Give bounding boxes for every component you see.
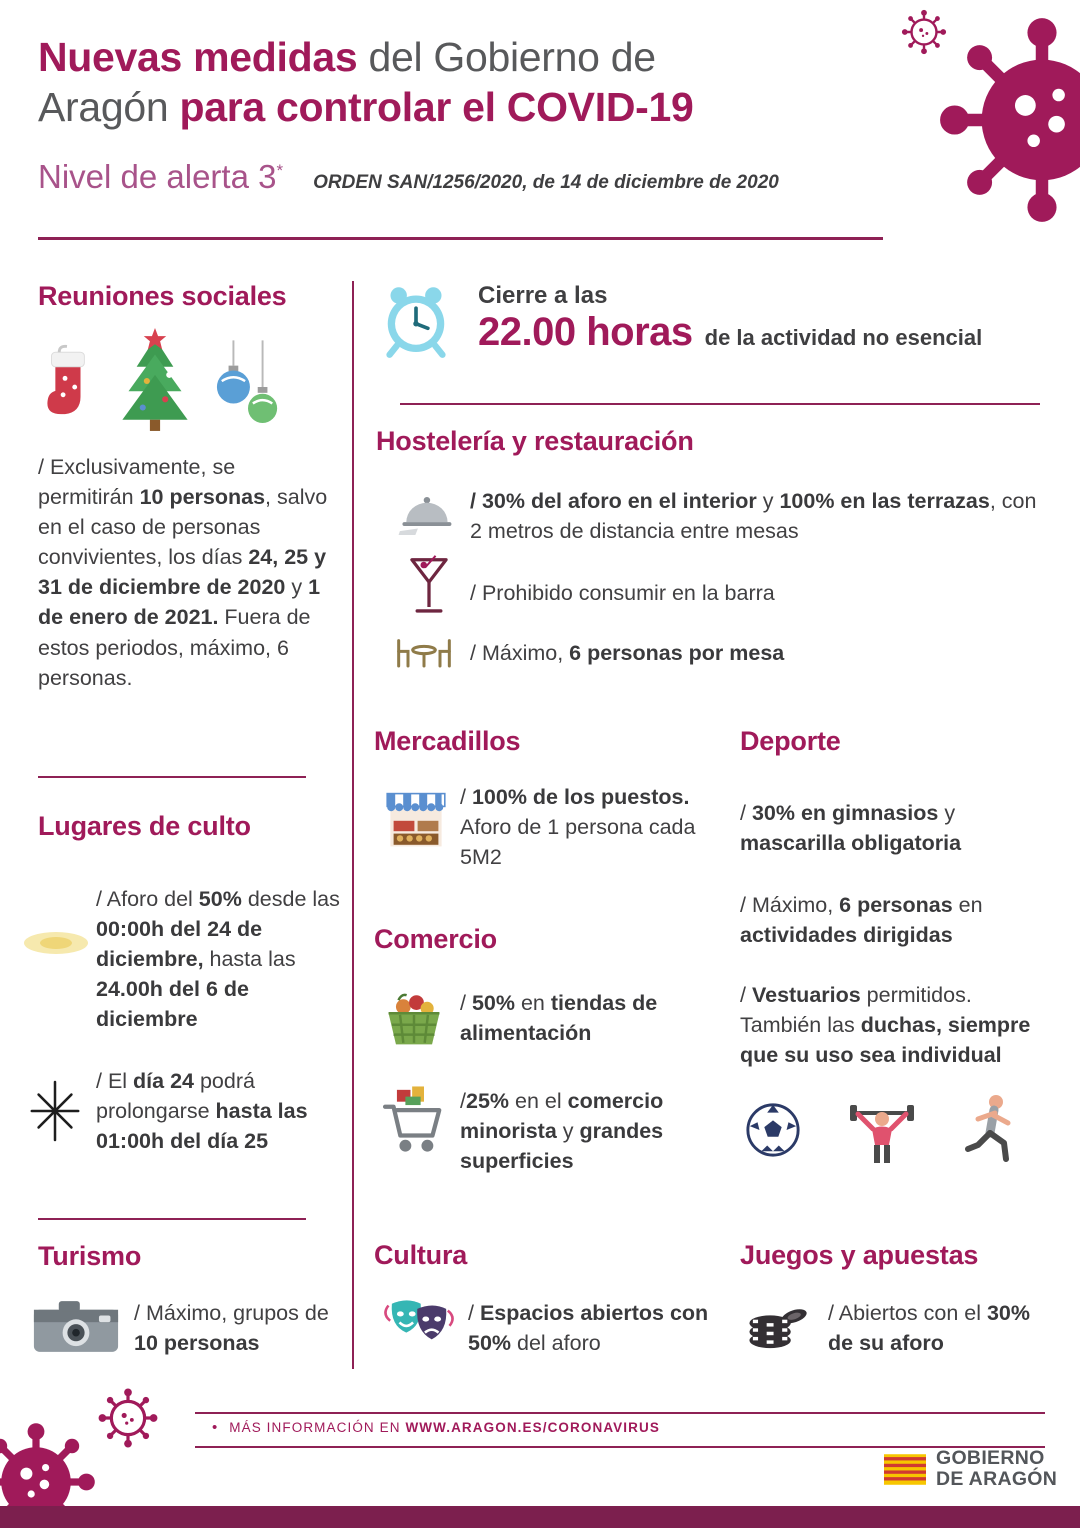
food-basket-icon: [382, 990, 446, 1048]
deporte-icons-row: [744, 1090, 1054, 1170]
section-title-cultura: Cultura: [374, 1240, 468, 1270]
section-title-culto: Lugares de culto: [38, 811, 251, 841]
closing-suffix: de la actividad no esencial: [704, 325, 983, 350]
footer-divider-top: [195, 1412, 1045, 1414]
closing-line: [478, 310, 982, 355]
running-icon: [962, 1093, 1022, 1167]
hosteleria-item-2: / Prohibido consumir en la barra: [470, 581, 775, 605]
cocktail-icon: [408, 554, 450, 618]
title-line-2: Aragón para controlar el COVID-19: [38, 84, 694, 131]
comercio-item-2: /25% en el comercio minorista y grandes superficies: [460, 1089, 664, 1174]
alert-asterisk: *: [276, 161, 284, 181]
weightlifting-icon: [846, 1093, 918, 1167]
deporte-item-2: / Máximo, 6 personas en actividades dirigidas: [740, 893, 983, 948]
closing-time: 22.00 horas: [478, 310, 693, 354]
page-title: [38, 32, 898, 132]
section-title-comercio: Comercio: [374, 924, 497, 954]
section-title-deporte: Deporte: [740, 726, 841, 756]
culto-item-2: / El día 24 podrá prolongarse hasta las 01:00h del día 25: [96, 1069, 308, 1154]
cultura-item: / Espacios abiertos con 50% del aforo: [468, 1301, 709, 1356]
juegos-item: / Abiertos con el 30% de su aforo: [828, 1301, 1030, 1356]
footer-info: [212, 1419, 660, 1436]
shopping-cart-icon: [380, 1082, 446, 1162]
section-title-hosteleria: Hostelería y restauración: [376, 426, 694, 456]
candle-glow-icon: [20, 928, 92, 958]
gobierno-aragon-logo: [884, 1448, 1057, 1491]
section-title-turismo: Turismo: [38, 1241, 142, 1271]
divider: [38, 776, 306, 778]
comercio-item-1: / 50% en tiendas de alimentación: [460, 991, 658, 1046]
culto-item-1: / Aforo del 50% desde las 00:00h del 24 de diciembre, hasta las 24.00h del 6 de diciembre: [96, 887, 340, 1032]
table-chairs-icon: [392, 632, 456, 676]
header-divider: [38, 237, 883, 240]
star-icon: [26, 1080, 84, 1142]
section-title-mercadillos: Mercadillos: [374, 726, 521, 756]
baubles-icon: [214, 340, 282, 434]
virus-icon: [900, 8, 948, 56]
market-stall-icon: [384, 788, 448, 852]
title-line-1: Nuevas medidas del Gobierno de: [38, 34, 656, 80]
vertical-divider: [352, 281, 354, 1369]
christmas-tree-icon: [112, 328, 198, 434]
theater-masks-icon: [380, 1296, 458, 1354]
mercadillos-item: / 100% de los puestos. Aforo de 1 persona cada 5M2: [460, 785, 696, 870]
serving-dish-icon: [396, 492, 454, 538]
deporte-item-3: / Vestuarios permitidos. También las duchas, siempre que su uso sea individual: [740, 983, 1031, 1068]
christmas-stocking-icon: [36, 344, 96, 434]
deporte-item-1: / 30% en gimnasios y mascarilla obligatoria: [740, 801, 962, 856]
more-info-text: MÁS INFORMACIÓN EN WWW.ARAGON.ES/CORONAVIRUS: [229, 1420, 660, 1435]
casino-chips-icon: [746, 1296, 808, 1352]
logo-text: [936, 1448, 1057, 1491]
camera-icon: [32, 1296, 120, 1356]
closing-prefix: Cierre a las: [478, 282, 608, 309]
header: [38, 32, 898, 196]
aragon-flag-icon: [884, 1453, 926, 1486]
section-title-juegos: Juegos y apuestas: [740, 1240, 979, 1270]
soccer-ball-icon: [744, 1101, 802, 1159]
hosteleria-item-3: / Máximo, 6 personas por mesa: [470, 641, 785, 665]
logo-line-1: GOBIERNO: [936, 1447, 1045, 1469]
section-title-reuniones: Reuniones sociales: [38, 281, 287, 311]
order-reference: ORDEN SAN/1256/2020, de 14 de diciembre de 2020: [313, 172, 779, 194]
christmas-icons-row: [36, 326, 336, 434]
alert-row: [38, 158, 898, 196]
divider: [400, 403, 1040, 405]
bullet: •: [212, 1419, 218, 1436]
virus-icon: [938, 16, 1080, 224]
closing-time-block: [478, 282, 982, 355]
alert-level: Nivel de alerta 3*: [38, 158, 284, 196]
alarm-clock-icon: [375, 280, 457, 362]
reuniones-text: / Exclusivamente, se permitirán 10 personas, salvo en el caso de personas convivientes, los días 24, 25 y 31 de diciembre de 2020 y 1 de enero de 2021. Fuera de estos periodos, máximo, 6 personas.: [38, 455, 328, 690]
bottom-bar: [0, 1506, 1080, 1528]
virus-icon: [96, 1386, 160, 1450]
divider: [38, 1218, 306, 1220]
turismo-item: / Máximo, grupos de 10 personas: [134, 1301, 329, 1356]
logo-line-2: DE ARAGÓN: [936, 1468, 1058, 1491]
hosteleria-item-1: / 30% del aforo en el interior y 100% en las terrazas, con 2 metros de distancia entre mesas: [470, 489, 1037, 544]
